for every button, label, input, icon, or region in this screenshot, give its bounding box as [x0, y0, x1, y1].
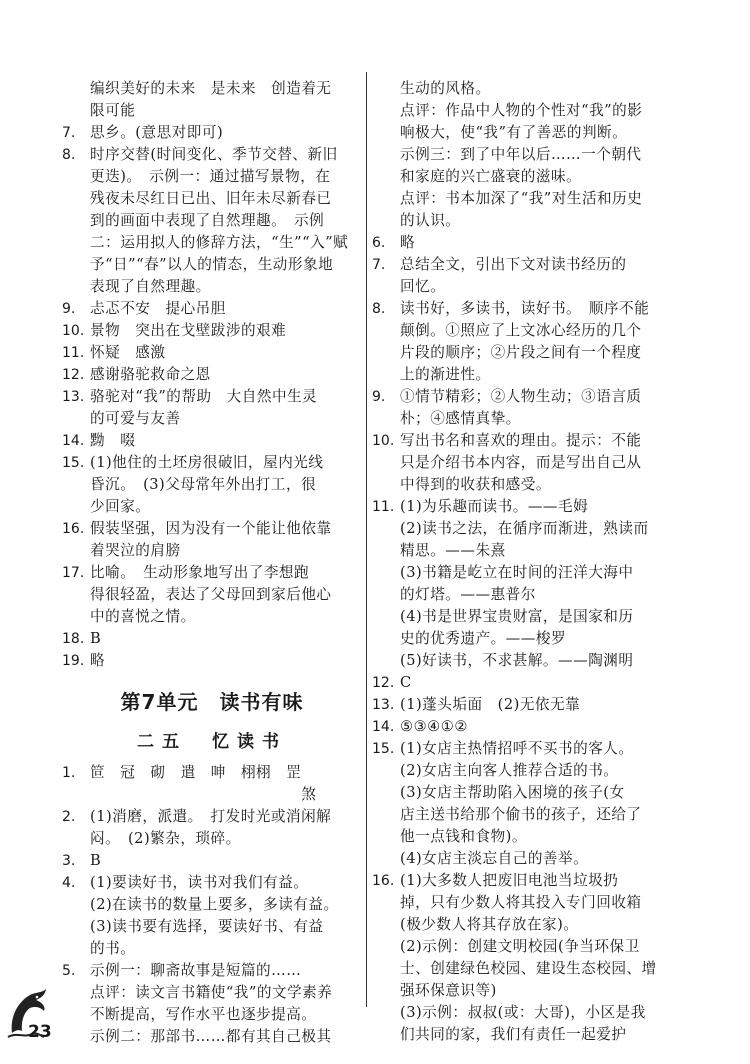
answer-text	[90, 982, 362, 1048]
answer-line: (4)书是世界宝贵财富，是国家和历	[400, 608, 634, 625]
answer-number: 17.	[62, 565, 85, 581]
answer-line: 骆驼对“我”的帮助 大自然中生灵	[90, 388, 318, 405]
column-divider	[366, 72, 367, 1007]
answer-text	[400, 716, 672, 738]
answer-text	[90, 452, 362, 518]
answer-number: 18.	[62, 631, 85, 647]
lesson-answer-list	[62, 762, 362, 1048]
answer-item	[62, 320, 362, 342]
answer-item	[372, 232, 672, 254]
answer-line: 感谢骆驼救命之恩	[90, 366, 211, 383]
answer-text	[90, 320, 362, 342]
answer-number: 16.	[372, 873, 395, 889]
answer-item	[372, 716, 672, 738]
answer-text	[90, 872, 362, 960]
answer-number: 15.	[372, 741, 395, 757]
answer-line: 略	[400, 234, 416, 251]
answer-item	[372, 78, 672, 232]
answer-line: (1)为乐趣而读书。——毛姆	[400, 498, 589, 515]
answer-text	[90, 122, 362, 144]
lesson-title: 二五 忆读书	[137, 732, 287, 752]
answer-line: 残夜未尽红日已出、旧年未尽新春已	[90, 190, 332, 207]
answer-number: 14.	[62, 433, 85, 449]
answer-line: 史的优秀遗产。——梭罗	[400, 630, 567, 647]
answer-line: 着哭泣的肩膀	[90, 542, 181, 559]
answer-text	[400, 496, 672, 672]
answer-line: 掉，只有少数人将其投入专门回收箱	[400, 894, 642, 911]
answer-line: (2)读书之法，在循序而渐进，熟读而	[400, 520, 649, 537]
answer-line: 忐忑不安 提心吊胆	[90, 300, 226, 317]
answer-number: 5.	[62, 963, 76, 979]
answer-line: 士、创建绿色校园、建设生态校园、增	[400, 960, 657, 977]
answer-text	[90, 850, 362, 872]
answer-line: 回忆。	[400, 278, 446, 295]
answer-line: (2)女店主向客人推荐合适的书。	[400, 762, 619, 779]
answer-line: 予“日”“春”以人的情态，生动形象地	[90, 256, 334, 273]
unit-title: 第7单元 读书有味	[120, 690, 304, 714]
answer-item	[62, 386, 362, 430]
answer-text	[400, 870, 672, 1046]
page-number: 23	[28, 1022, 52, 1042]
answer-text	[90, 144, 362, 298]
answer-text	[400, 232, 672, 254]
answer-line: 景物 突出在戈壁跋涉的艰难	[90, 322, 287, 339]
answer-number: 13.	[372, 697, 395, 713]
answer-line: 上的渐进性。	[400, 366, 491, 383]
answer-item	[62, 518, 362, 562]
answer-line: 少回家。	[90, 498, 151, 515]
answer-item	[62, 364, 362, 386]
answer-line: 到的画面中表现了自然理趣。 示例	[90, 212, 325, 229]
answer-line: (1)大多数人把废旧电池当垃圾扔	[400, 872, 619, 889]
answer-item	[62, 298, 362, 320]
right-column	[372, 78, 672, 1046]
answer-item	[62, 982, 362, 1048]
answer-text	[90, 806, 362, 850]
answer-text	[400, 672, 672, 694]
answer-line: (4)女店主淡忘自己的善举。	[400, 850, 589, 867]
answer-number	[372, 78, 400, 232]
answer-line: (2)示例：创建文明校园(争当环保卫	[400, 938, 640, 955]
answer-line: 示例三：到了中年以后……一个朝代	[400, 146, 642, 163]
answer-number: 3.	[62, 853, 76, 869]
answer-line: 的灯塔。——惠普尔	[400, 586, 536, 603]
answer-number: 7.	[372, 257, 386, 273]
answer-item	[62, 806, 362, 850]
answer-line: 中的喜悦之情。	[90, 608, 196, 625]
answer-text	[90, 78, 362, 122]
answer-text	[90, 342, 362, 364]
answer-item	[62, 650, 362, 672]
answer-line: 二：运用拟人的修辞方法，“生”“入”赋	[90, 234, 349, 251]
answer-number: 10.	[372, 433, 395, 449]
answer-line: 昏沉。 (3)父母常年外出打工，很	[90, 476, 317, 493]
answer-text	[400, 78, 672, 232]
answer-number: 11.	[372, 499, 395, 515]
answer-line: C	[400, 674, 412, 691]
answer-text	[400, 738, 672, 870]
answer-line: 编织美好的未来 是未来 创造着无	[90, 80, 332, 97]
answer-line: (1)要读好书，读书对我们有益。	[90, 874, 309, 891]
answer-item	[62, 430, 362, 452]
answer-text	[90, 386, 362, 430]
answer-line: 点评：书本加深了“我”对生活和历史	[400, 190, 643, 207]
answer-item	[372, 870, 672, 1046]
answer-number: 4.	[62, 875, 76, 891]
answer-line: (2)在读书的数量上要多，多读有益。	[90, 896, 339, 913]
answer-line: 他一点钱和食物)。	[400, 828, 527, 845]
answer-item	[62, 762, 362, 806]
answer-line: 限可能	[90, 102, 136, 119]
answer-text	[400, 386, 672, 430]
answer-item	[372, 738, 672, 870]
answer-line: (3)示例：叔叔(或：大哥)，小区是我	[400, 1004, 646, 1021]
answer-line: 生动的风格。	[400, 80, 491, 97]
answer-number: 8.	[372, 301, 386, 317]
answer-text	[90, 562, 362, 628]
right-answer-list	[372, 78, 672, 1046]
answer-line: (3)女店主帮助陷入困境的孩子(女	[400, 784, 625, 801]
answer-line: 的书。	[90, 940, 136, 957]
answer-number: 7.	[62, 125, 76, 141]
answer-line: 时序交替(时间变化、季节交替、新旧	[90, 146, 338, 163]
answer-text	[90, 518, 362, 562]
answer-line: 只是介绍书本内容，而是写出自己从	[400, 454, 642, 471]
answer-text	[90, 960, 362, 982]
answer-line: 更迭)。 示例一：通过描写景物，在	[90, 168, 331, 185]
answer-line: 笸 冠 砌 遣 呻 栩栩 罡	[90, 764, 302, 781]
answer-line: 不断提高，写作水平也逐步提高。	[90, 1006, 317, 1023]
answer-number	[62, 78, 90, 122]
answer-line: 思乡。(意思对即可)	[90, 124, 224, 141]
answer-number: 9.	[372, 389, 386, 405]
answer-line: 读书好，多读书，读好书。 顺序不能	[400, 300, 650, 317]
answer-line: (1)女店主热情招呼不买书的客人。	[400, 740, 634, 757]
answer-text	[400, 694, 672, 716]
answer-item	[62, 960, 362, 982]
answer-line: ①情节精彩；②人物生动；③语言质	[400, 388, 642, 405]
answer-item	[62, 628, 362, 650]
answer-number: 10.	[62, 323, 85, 339]
answer-line: (1)蓬头垢面 (2)无依无靠	[400, 696, 581, 713]
answer-line: 总结全文，引出下文对读书经历的	[400, 256, 627, 273]
left-answer-list	[62, 78, 362, 672]
left-column	[62, 78, 362, 1048]
answer-item	[62, 872, 362, 960]
answer-line: 响极大，使“我”有了善恶的判断。	[400, 124, 628, 141]
answer-line: 点评：作品中人物的个性对“我”的影	[400, 102, 643, 119]
answer-number: 11.	[62, 345, 85, 361]
answer-line: 表现了自然理趣。	[90, 278, 211, 295]
answer-line: 黝 啜	[90, 432, 136, 449]
answer-number: 8.	[62, 147, 76, 163]
answer-text	[400, 430, 672, 496]
answer-line: (3)读书要有选择，要读好书、有益	[90, 918, 324, 935]
answer-number: 1.	[62, 765, 76, 781]
answer-line: ⑤③④①②	[400, 718, 468, 735]
answer-text	[400, 298, 672, 386]
answer-line: 示例一：聊斋故事是短篇的……	[90, 962, 302, 979]
answer-line: 朴；④感情真挚。	[400, 410, 521, 427]
answer-line: 示例二：那部书……都有其自己极其	[90, 1028, 332, 1045]
answer-number: 16.	[62, 521, 85, 537]
answer-line: B	[90, 630, 102, 647]
answer-number: 6.	[372, 235, 386, 251]
answer-line: 得很轻盈，表达了父母回到家后他心	[90, 586, 332, 603]
answer-item	[62, 452, 362, 518]
answer-line: 怀疑 感激	[90, 344, 166, 361]
answer-line: (极少数人将其存放在家)。	[400, 916, 579, 933]
answer-number: 19.	[62, 653, 85, 669]
answer-item	[372, 254, 672, 298]
answer-line: 煞	[90, 786, 317, 803]
answer-line: 店主送书给那个偷书的孩子，还给了	[400, 806, 642, 823]
answer-item	[62, 850, 362, 872]
answer-line: 的认识。	[400, 212, 461, 229]
answer-number: 13.	[62, 389, 85, 405]
answer-item	[372, 496, 672, 672]
answer-item	[62, 78, 362, 122]
answer-number: 9.	[62, 301, 76, 317]
answer-item	[62, 562, 362, 628]
answer-item	[372, 672, 672, 694]
answer-line: 点评：读文言书籍使“我”的文学素养	[90, 984, 333, 1001]
answer-line: 强环保意识等)	[400, 982, 497, 999]
answer-line: B	[90, 852, 102, 869]
answer-line: 闷。 (2)繁杂，琐碎。	[90, 830, 241, 847]
answer-item	[372, 430, 672, 496]
answer-line: 们共同的家，我们有责任一起爱护	[400, 1026, 627, 1043]
answer-line: 略	[90, 652, 106, 669]
answer-item	[62, 144, 362, 298]
answer-line: 片段的顺序；②片段之间有一个程度	[400, 344, 642, 361]
answer-number: 2.	[62, 809, 76, 825]
answer-item	[372, 298, 672, 386]
answer-line: 精思。——朱熹	[400, 542, 506, 559]
answer-text	[400, 254, 672, 298]
answer-text	[90, 650, 362, 672]
answer-line: (1)消磨，派遣。 打发时光或消闲解	[90, 808, 332, 825]
answer-line: 中得到的收获和感受。	[400, 476, 551, 493]
answer-number: 15.	[62, 455, 85, 471]
answer-text	[90, 298, 362, 320]
answer-item	[62, 342, 362, 364]
answer-line: 比喻。 生动形象地写出了李想跑	[90, 564, 310, 581]
answer-text	[90, 430, 362, 452]
answer-item	[372, 386, 672, 430]
answer-line: 和家庭的兴亡盛衰的滋味。	[400, 168, 582, 185]
answer-line: (3)书籍是屹立在时间的汪洋大海中	[400, 564, 634, 581]
answer-text	[90, 364, 362, 386]
answer-number: 12.	[372, 675, 395, 691]
answer-line: 假装坚强，因为没有一个能让他依靠	[90, 520, 332, 537]
answer-item	[372, 694, 672, 716]
answer-text	[90, 762, 362, 806]
answer-number: 12.	[62, 367, 85, 383]
answer-number: 14.	[372, 719, 395, 735]
answer-line: 写出书名和喜欢的理由。提示：不能	[400, 432, 642, 449]
answer-line: 的可爱与友善	[90, 410, 181, 427]
answer-text	[90, 628, 362, 650]
answer-line: 颠倒。①照应了上文冰心经历的几个	[400, 322, 642, 339]
answer-line: (1)他住的土坯房很破旧，屋内光线	[90, 454, 324, 471]
answer-line: (5)好读书，不求甚解。——陶渊明	[400, 652, 634, 669]
answer-item	[62, 122, 362, 144]
